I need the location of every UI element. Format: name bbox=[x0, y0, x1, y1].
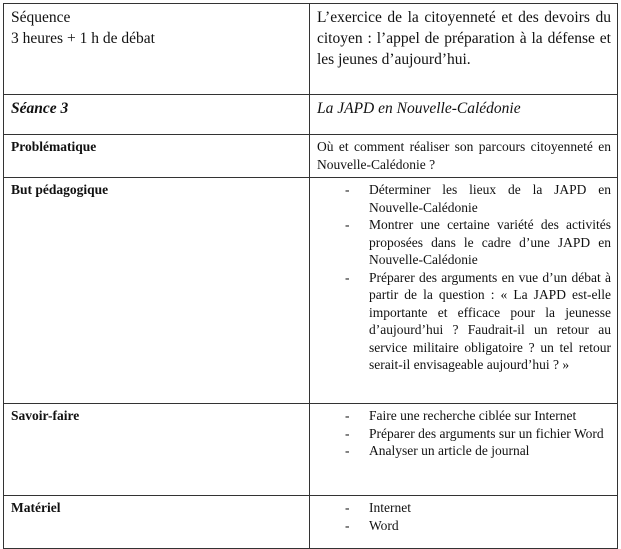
row-but-pedagogique bbox=[4, 178, 618, 404]
list-item: - Faire une recherche ciblée sur Internet bbox=[369, 407, 611, 425]
seance-label: Séance 3 bbox=[11, 100, 69, 117]
cell-problematique-text bbox=[310, 135, 618, 178]
savoir-faire-list bbox=[317, 407, 611, 460]
row-sequence bbox=[4, 4, 618, 95]
row-savoir-faire bbox=[4, 404, 618, 496]
row-materiel bbox=[4, 496, 618, 549]
list-item: - Préparer des arguments en vue d’un débat à partir de la question : « La JAPD est-elle importante et efficace pour la jeunesse d’aujourd’hui ? Faudrait-il un retour au service militaire obligatoire ? un tel retour serait-il envisageable aujourd’hui ? » bbox=[369, 269, 611, 374]
but-pedagogique-label: But pédagogique bbox=[11, 182, 109, 197]
cell-problematique-label bbox=[4, 135, 310, 178]
problematique-label: Problématique bbox=[11, 139, 97, 154]
cell-savoir-faire-label bbox=[4, 404, 310, 496]
list-item: - Analyser un article de journal bbox=[369, 442, 611, 460]
sequence-label: Séquence bbox=[11, 9, 71, 26]
row-seance bbox=[4, 95, 618, 135]
list-item: - Word bbox=[369, 517, 611, 535]
materiel-list bbox=[317, 499, 611, 534]
row-problematique bbox=[4, 135, 618, 178]
sequence-title: L’exercice de la citoyenneté et des devoirs du citoyen : l’appel de préparation à la défense et les jeunes d’aujourd’hui. bbox=[317, 9, 611, 68]
list-item: - Internet bbox=[369, 499, 611, 517]
list-item: - Préparer des arguments sur un fichier Word bbox=[369, 425, 611, 443]
list-item: - Déterminer les lieux de la JAPD en Nouvelle-Calédonie bbox=[369, 181, 611, 216]
but-pedagogique-list bbox=[317, 181, 611, 374]
cell-but-items bbox=[310, 178, 618, 404]
cell-but-label bbox=[4, 178, 310, 404]
cell-seance-title bbox=[310, 95, 618, 135]
list-item: - Montrer une certaine variété des activités proposées dans le cadre d’une JAPD en Nouvelle-Calédonie bbox=[369, 216, 611, 269]
cell-sequence-label bbox=[4, 4, 310, 95]
lesson-plan-table bbox=[3, 3, 618, 549]
cell-materiel-label bbox=[4, 496, 310, 549]
cell-savoir-faire-items bbox=[310, 404, 618, 496]
cell-materiel-items bbox=[310, 496, 618, 549]
cell-sequence-title bbox=[310, 4, 618, 95]
savoir-faire-label: Savoir-faire bbox=[11, 408, 80, 423]
sequence-duration: 3 heures + 1 h de débat bbox=[11, 30, 155, 47]
materiel-label: Matériel bbox=[11, 500, 61, 515]
seance-title: La JAPD en Nouvelle-Calédonie bbox=[317, 100, 521, 117]
problematique-text: Où et comment réaliser son parcours citoyenneté en Nouvelle-Calédonie ? bbox=[317, 139, 611, 172]
cell-seance-label bbox=[4, 95, 310, 135]
